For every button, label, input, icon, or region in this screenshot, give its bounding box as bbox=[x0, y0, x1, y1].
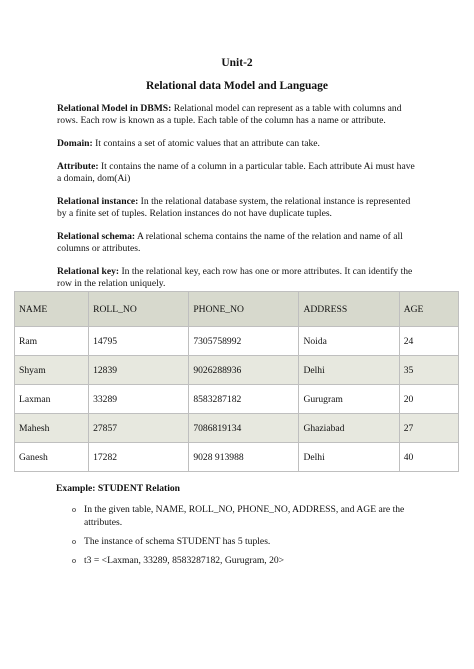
definitions-section bbox=[57, 103, 421, 301]
cell-phone-no: 9028 913988 bbox=[189, 443, 299, 472]
definition-term: Attribute: bbox=[57, 161, 99, 172]
definition-domain bbox=[57, 138, 421, 150]
cell-age: 35 bbox=[399, 356, 458, 385]
definition-relational-model bbox=[57, 103, 421, 127]
bullet-icon: o bbox=[72, 537, 76, 546]
cell-address: Ghaziabad bbox=[299, 414, 399, 443]
cell-address: Delhi bbox=[299, 356, 399, 385]
definition-relational-schema bbox=[57, 231, 421, 255]
list-item-text: In the given table, NAME, ROLL_NO, PHONE_NO, ADDRESS, and AGE are the attributes. bbox=[84, 504, 405, 528]
cell-phone-no: 8583287182 bbox=[189, 385, 299, 414]
cell-age: 20 bbox=[399, 385, 458, 414]
cell-phone-no: 7305758992 bbox=[189, 327, 299, 356]
definition-relational-instance bbox=[57, 196, 421, 220]
cell-age: 40 bbox=[399, 443, 458, 472]
definition-term: Relational schema: bbox=[57, 231, 136, 242]
table-caption: Example: STUDENT Relation bbox=[56, 483, 181, 494]
column-header-age: AGE bbox=[399, 292, 458, 327]
table-row bbox=[15, 327, 459, 356]
table-header-row bbox=[15, 292, 459, 327]
cell-address: Delhi bbox=[299, 443, 399, 472]
cell-name: Mahesh bbox=[15, 414, 89, 443]
list-item bbox=[72, 535, 424, 548]
definition-term: Relational key: bbox=[57, 266, 120, 277]
unit-heading: Unit-2 bbox=[221, 57, 253, 69]
cell-age: 27 bbox=[399, 414, 458, 443]
table-row bbox=[15, 385, 459, 414]
page-title: Relational data Model and Language bbox=[145, 80, 329, 92]
table-row bbox=[15, 356, 459, 385]
definition-text: It contains a set of atomic values that an attribute can take. bbox=[92, 138, 320, 149]
cell-phone-no: 9026288936 bbox=[189, 356, 299, 385]
list-item-text: The instance of schema STUDENT has 5 tuples. bbox=[84, 536, 271, 547]
cell-address: Noida bbox=[299, 327, 399, 356]
list-item bbox=[72, 554, 424, 567]
cell-name: Ram bbox=[15, 327, 89, 356]
column-header-address: ADDRESS bbox=[299, 292, 399, 327]
column-header-phone-no: PHONE_NO bbox=[189, 292, 299, 327]
cell-age: 24 bbox=[399, 327, 458, 356]
cell-name: Shyam bbox=[15, 356, 89, 385]
cell-name: Laxman bbox=[15, 385, 89, 414]
definition-term: Relational instance: bbox=[57, 196, 139, 207]
list-item bbox=[72, 503, 424, 529]
column-header-roll-no: ROLL_NO bbox=[89, 292, 189, 327]
cell-roll-no: 27857 bbox=[89, 414, 189, 443]
cell-roll-no: 12839 bbox=[89, 356, 189, 385]
table-row bbox=[15, 443, 459, 472]
definition-text: It contains the name of a column in a particular table. Each attribute Ai must have a domain, dom(Ai) bbox=[57, 161, 415, 184]
cell-phone-no: 7086819134 bbox=[189, 414, 299, 443]
bullet-icon: o bbox=[72, 505, 76, 514]
cell-roll-no: 17282 bbox=[89, 443, 189, 472]
definition-text: Relational model can represent as a table with columns and rows. Each row is known as a tuple. Each table of the column has a name or attribute. bbox=[57, 103, 402, 126]
student-table bbox=[14, 291, 459, 472]
cell-address: Gurugram bbox=[299, 385, 399, 414]
list-item-text: t3 = <Laxman, 33289, 8583287182, Gurugram, 20> bbox=[84, 555, 285, 566]
definition-attribute bbox=[57, 161, 421, 185]
definition-text: In the relational database system, the relational instance is represented by a finite set of tuples. Relation instances do not have duplicate tuples. bbox=[57, 196, 411, 219]
cell-roll-no: 14795 bbox=[89, 327, 189, 356]
definition-text: A relational schema contains the name of the relation and name of all columns or attributes. bbox=[57, 231, 403, 254]
table-row bbox=[15, 414, 459, 443]
notes-list bbox=[72, 503, 424, 573]
definition-relational-key bbox=[57, 266, 421, 290]
definition-term: Relational Model in DBMS: bbox=[57, 103, 172, 114]
cell-roll-no: 33289 bbox=[89, 385, 189, 414]
column-header-name: NAME bbox=[15, 292, 89, 327]
bullet-icon: o bbox=[72, 556, 76, 565]
cell-name: Ganesh bbox=[15, 443, 89, 472]
definition-text: In the relational key, each row has one or more attributes. It can identify the row in the relation uniquely. bbox=[57, 266, 413, 289]
definition-term: Domain: bbox=[57, 138, 93, 149]
